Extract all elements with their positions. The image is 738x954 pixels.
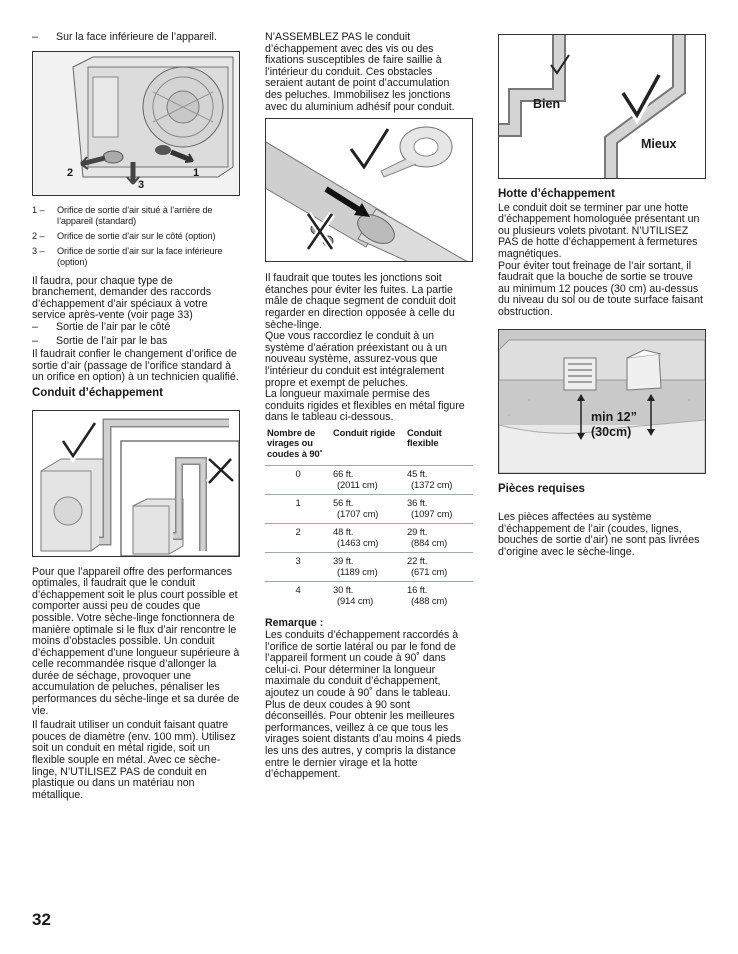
table-row: 3 39 ft. (1189 cm) 22 ft. (671 cm) [265,553,473,582]
table-row: 4 30 ft. (914 cm) 16 ft. (488 cm) [265,582,473,611]
figure-vent-height [498,329,706,474]
table-row: 1 56 ft. (1707 cm) 36 ft. (1097 cm) [265,495,473,524]
paragraph: Il faudrait que toutes les jonctions soit étanches pour éviter les fuites. La partie mâle de chaque segment de conduit doit regarder en direction opposée à celle du sèche-linge. [265,272,456,331]
table-row: 2 48 ft. (1463 cm) 29 ft. (884 cm) [265,524,473,553]
paragraph: Il faudra, pour chaque type de branchement, demander des raccords d’échappement d’air spéciaux à votre service après-vente (voir page 33) [32,274,212,322]
bullet-item: – Sortie de l’air par le bas [32,334,168,347]
figure-dryer-outlets [32,51,240,196]
table-header: Nombre de virages ou coudes à 90˚ [267,426,323,459]
duct-tape-illustration [266,119,472,261]
min-height-label: min 12” (30cm) [591,409,637,439]
fig-label-3: 3 [138,178,145,191]
column-2 [265,32,469,781]
section-heading: Pièces requises [498,482,585,495]
paragraph: Il faudrait confier le changement d’orifice de sortie d’air (passage de l’orifice standard à un orifice en option) à un technicien qualifié. [32,348,239,384]
bullet-text: Sur la face inférieure de l’appareil. [56,31,217,43]
column-1 [32,32,240,801]
figure-elbow-comparison [498,34,706,179]
table-header-row [265,428,473,466]
numbered-list [32,205,240,268]
remark-heading: Remarque : [265,617,324,630]
paragraph: N’ASSEMBLEZ PAS le conduit d’échappement avec des vis ou des fixations susceptibles de faire saillie à l’intérieur du conduit. Ces obstacles seraient autant de point d’accumulation des peluches. Immobilisez les jonctions avec du aluminium adhésif pour conduit. [265,31,455,113]
column-3 [498,32,706,559]
numbered-item: 1 – Orifice de sortie d’air situé à l’arrière de l’appareil (standard) [32,204,213,226]
table-header: Conduit flexible [407,426,442,449]
bullet-item: – Sortie de l’air par le côté [32,320,171,333]
fig-label-better: Mieux [641,137,677,151]
dryer-outlets-illustration [33,52,239,195]
numbered-item: 3 – Orifice de sortie d’air sur la face inférieure (option) [32,245,223,267]
page-number: 32 [32,910,51,929]
fig-label-1: 1 [193,166,200,179]
bullet-item: – Sur la face inférieure de l’appareil. [32,31,217,43]
paragraph: La longueur maximale permise des conduits rigides et flexibles en métal figure dans le tableau ci-dessous. [265,388,465,424]
paragraph: Il faudrait utiliser un conduit faisant quatre pouces de diamètre (env. 100 mm). Utilisez soit un conduit en métal rigide, soit un flexible souple en métal. Avec ce sèche-linge, N’UTILISEZ PAS de conduit en plastique ou dans un matériau non métallique. [32,719,236,801]
section-heading: Conduit d’échappement [32,386,163,399]
elbow-comparison-illustration [499,35,705,178]
paragraph: Le conduit doit se terminer par une hotte d’échappement homologuée présentant un ou plusieurs volets pivotant. N’UTILISEZ PAS de hotte d’échappement à fermetures magnétiques. [498,201,700,260]
paragraph: Que vous raccordiez le conduit à un système d’aération préexistant ou à un nouveau système, assurez-vous que l’intérieur du conduit est intégralement propre et exempt de peluches. [265,330,447,389]
table-header: Conduit rigide [333,426,396,438]
paragraph: Pour éviter tout freinage de l’air sortant, il faudrait que la bouche de sortie se trouve au minimum 12 pouces (30 cm) au-dessus du niveau du sol ou de toute surface faisant obstruction. [498,259,703,318]
duct-length-table [265,428,473,611]
fig-label-2: 2 [67,166,74,179]
section-heading: Hotte d’échappement [498,188,615,200]
duct-routing-illustration [33,411,239,556]
fig-label-good: Bien [533,97,561,111]
paragraph: Plus de deux coudes à 90 sont déconseillés. Pour obtenir les meilleures performances, veillez à ce que tous les virages soient distants d’au moins 4 pieds les uns des autres, y compris la distance entre le dernier virage et la hotte d’échappement. [265,698,462,781]
vent-height-illustration [499,330,705,473]
paragraph: Pour que l’appareil offre des performances optimales, il faudrait que le conduit d’échappement soit le plus court possible et comporter aussi peu de coudes que possible. Votre sèche-linge fonctionnera de manière optimale si le flux d’air rencontre le moins d’obstacles possible. Un conduit d’échappement d’une longueur supérieure à celle recommandée risque d’allonger la durée de séchage, provoquer une accumulation de peluches, pénaliser les performances du sèche-linge et sa durée de vie. [32,565,240,717]
paragraph: Les pièces affectées au système d’échappement de l’air (coudes, lignes, bouches de sortie d’air) ne sont pas livrées d’origine avec le sèche-linge. [498,511,700,558]
table-row: 0 66 ft. (2011 cm) 45 ft. (1372 cm) [265,466,473,495]
figure-duct-routing [32,410,240,557]
figure-duct-tape [265,118,473,262]
paragraph: Les conduits d’échappement raccordés à l’orifice de sortie latéral ou par le fond de l’appareil forment un coude à 90˚ dans celui-ci. Pour déterminer la longueur maximale du conduit d’échappement, ajoutez un coude à 90˚ dans le tableau. [265,628,459,699]
numbered-item: 2 – Orifice de sortie d’air sur le côté (option) [32,230,216,241]
